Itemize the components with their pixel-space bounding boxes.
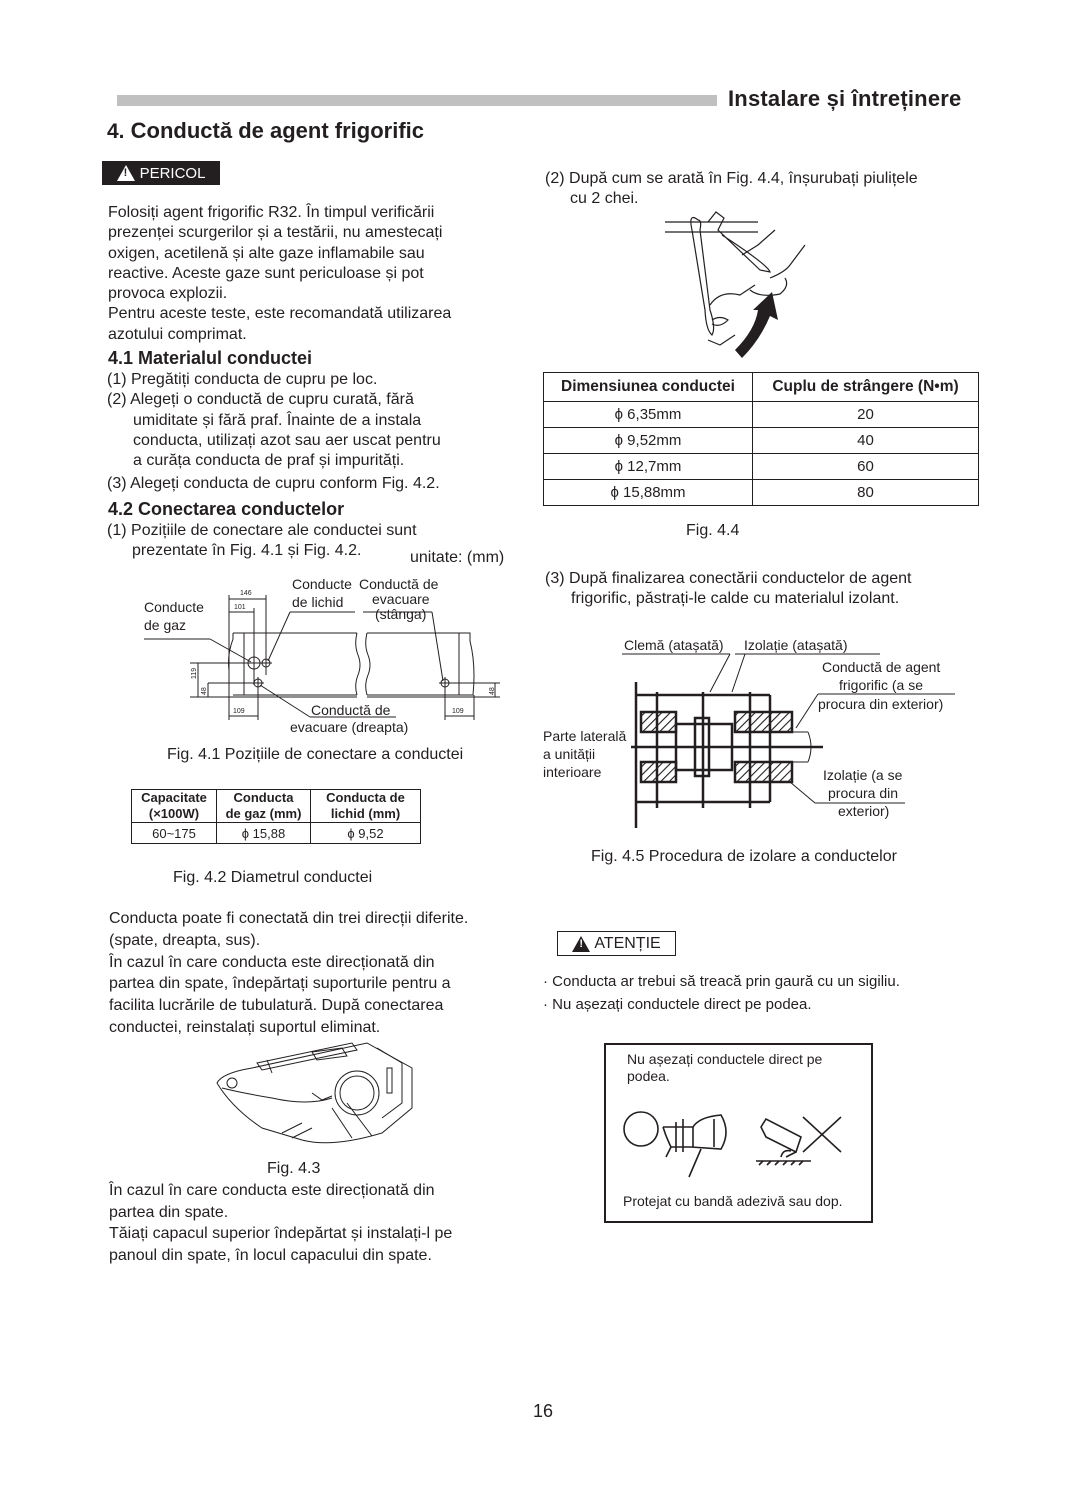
cross-ng-icon (803, 1117, 841, 1152)
caution-label: ATENȚIE (594, 934, 661, 952)
svg-text:procura din: procura din (828, 785, 899, 801)
table-header: Dimensiunea conductei (544, 373, 753, 402)
wrench-illustration (660, 210, 820, 360)
danger-label: PERICOL (139, 164, 206, 182)
label-clamp: Clemă (atașată) (624, 637, 724, 653)
step-2: (2) După cum se arată în Fig. 4.4, înșurubați piulițele cu 2 chei. (545, 170, 918, 208)
list-item: (3) Alegeți conducta de cupru conform Fig. 4.2. (107, 475, 440, 493)
fig-4-2-caption: Fig. 4.2 Diametrul conductei (173, 869, 373, 886)
caution-badge (557, 931, 676, 956)
label-insulation-attached: Izolație (atașată) (744, 637, 848, 653)
danger-line: azotului comprimat. (108, 325, 247, 343)
label-drain-left: Conductă de (359, 576, 439, 592)
dim-48-right: 48 (489, 687, 496, 695)
fig-4-5-caption: Fig. 4.5 Procedura de izolare a conductelor (591, 848, 897, 865)
section-4-1-title: 4.1 Materialul conductei (108, 348, 313, 368)
label-indoor-side: Parte laterală (543, 728, 627, 744)
warning-triangle-icon (572, 936, 590, 952)
unit-label: unitate: (mm) (410, 549, 505, 566)
dim-101: 101 (234, 604, 246, 611)
svg-text:de gaz: de gaz (144, 617, 187, 633)
label-liquid-pipe: Conducte (292, 576, 352, 592)
section-4-2-title: 4.2 Conectarea conductelor (108, 499, 345, 519)
section-4-1-list: (1) Pregătiți conducta de cupru pe loc. (2) Alegeți o conductă de cupru curată, fără umiditate și fără praf. Înainte de a instala conducta, utilizați azot sau aer uscat pentru a curăța conducta de praf și impurități. (3) Alegeți conducta de cupru conform Fig. 4.2. (107, 370, 441, 495)
table-header: Capacitate (×100W) (132, 790, 217, 823)
svg-text:a unității: a unității (543, 746, 596, 762)
svg-text:de lichid: de lichid (292, 594, 344, 610)
fig-4-1-diagram (130, 575, 510, 735)
danger-line: provoca explozii. (108, 285, 228, 303)
danger-line: Folosiți agent frigorific R32. În timpul verificării (108, 204, 435, 221)
dim-109-left: 109 (233, 708, 245, 715)
note-box-text: Nu așezați conductele direct pe podea. (627, 1051, 823, 1084)
step-3: (3) După finalizarea conectării conductelor de agent frigorific, păstrați-le calde cu materialul izolant. (545, 570, 912, 608)
svg-text:exterior): exterior) (838, 803, 890, 819)
table-row: ϕ 15,88mm 80 (544, 480, 979, 506)
svg-text:evacuare (dreapta): evacuare (dreapta) (290, 719, 409, 735)
rear-text: În cazul în care conducta este direcționată din partea din spate. Tăiați capacul superior îndepărtat și instalați-l pe panoul din spate, în locul capacului din spate. (109, 1182, 453, 1264)
table-row: 60~175 ϕ 15,88 ϕ 9,52 (132, 823, 421, 844)
svg-text:(stânga): (stânga) (375, 606, 427, 622)
svg-text:frigorific (a se: frigorific (a se (839, 677, 924, 693)
section-4-2-item: (1) Pozițiile de conectare ale conductei sunt prezentate în Fig. 4.1 și Fig. 4.2. (107, 522, 417, 560)
list-item: (1) Pregătiți conducta de cupru pe loc. (107, 371, 378, 388)
fig-4-3-caption: Fig. 4.3 (267, 1160, 321, 1177)
table-header: Cuplu de strângere (N•m) (753, 373, 979, 402)
danger-badge (102, 161, 220, 185)
caution-bullets (543, 970, 900, 1016)
label-refrigerant-pipe: Conductă de agent (822, 659, 941, 675)
table-header: Conducta de gaz (mm) (217, 790, 311, 823)
section-header-title: Instalare și întreținere (728, 86, 962, 111)
svg-text:interioare: interioare (543, 764, 602, 780)
note-box-illustration (621, 1107, 851, 1177)
dim-146: 146 (240, 590, 252, 597)
chapter-number: 4. (107, 120, 125, 143)
label-gas-pipe: Conducte (144, 599, 204, 615)
fig-4-4-table (543, 372, 979, 506)
label-insulation-external: Izolație (a se (823, 767, 903, 783)
bullet-item: · Nu așezați conductele direct pe podea. (543, 996, 812, 1013)
warning-triangle-icon (117, 165, 135, 181)
bullet-item: · Conducta ar trebui să treacă prin gaură cu un sigiliu. (543, 973, 900, 990)
svg-text:procura din exterior): procura din exterior) (818, 696, 944, 712)
danger-line: reactive. Aceste gaze sunt periculoase și pot (108, 264, 424, 282)
note-box (604, 1043, 873, 1223)
dim-119: 119 (191, 667, 198, 679)
danger-line: prezenței scurgerilor și a testării, nu amestecați (108, 224, 443, 242)
dim-48-left: 48 (201, 687, 208, 695)
table-row: ϕ 12,7mm 60 (544, 454, 979, 480)
danger-line: oxigen, acetilenă și alte gaze inflamabile sau (108, 244, 425, 262)
page-number: 16 (533, 1401, 554, 1421)
danger-text (108, 203, 451, 345)
note-box-bottom-text: Protejat cu bandă adezivă sau dop. (623, 1193, 843, 1209)
fig-4-2-table (131, 789, 421, 844)
table-row: ϕ 6,35mm 20 (544, 402, 979, 428)
fig-4-3-unit-illustration (212, 1038, 412, 1148)
svg-text:evacuare: evacuare (372, 591, 430, 607)
table-row: ϕ 9,52mm 40 (544, 428, 979, 454)
chapter-title: Conductă de agent frigorific (130, 118, 424, 143)
rotation-arrow-icon (735, 292, 778, 358)
header-bar (117, 95, 717, 106)
fig-4-5-insulation-diagram (540, 630, 960, 835)
fig-4-1-caption: Fig. 4.1 Pozițiile de conectare a conductei (167, 746, 464, 763)
danger-line: Pentru aceste teste, este recomandată utilizarea (108, 305, 452, 323)
label-drain-right: Conductă de (311, 702, 391, 718)
page-title (107, 118, 424, 144)
table-header: Conducta de lichid (mm) (311, 790, 421, 823)
directions-text: Conducta poate fi conectată din trei direcții diferite. (spate, dreapta, sus). În cazul în care conducta este direcționată din partea din spate, îndepărtați suporturile pentru a facilita lucrările de tubulatură. După conectarea conductei, reinstalați suportul eliminat. (109, 910, 469, 1036)
list-item: (2) Alegeți o conductă de cupru curată, fără (107, 391, 414, 409)
circle-ok-icon (624, 1112, 658, 1146)
fig-4-4-caption: Fig. 4.4 (686, 522, 740, 539)
dim-109-right: 109 (452, 708, 464, 715)
